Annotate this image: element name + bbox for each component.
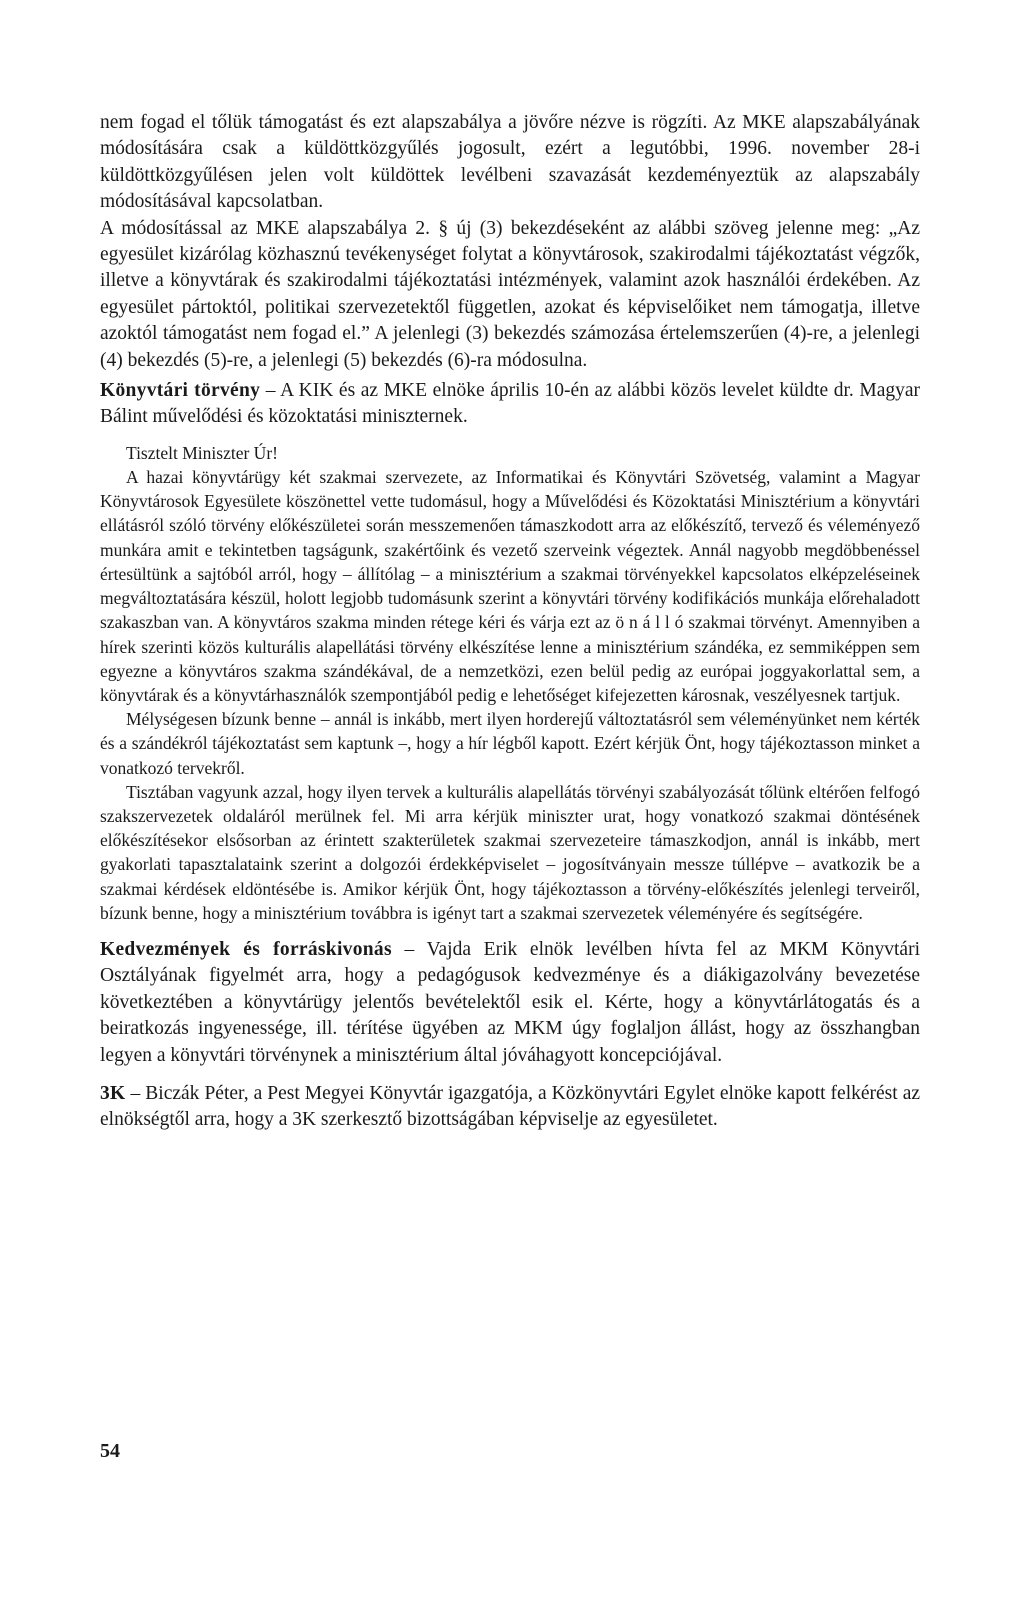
section-heading-library-law: Könyvtári törvény [100, 380, 261, 402]
page-number: 54 [100, 1440, 120, 1462]
letter-paragraph-2: Mélységesen bízunk benne – annál is inkább, mert ilyen horderejű változtatásról sem véleményünket nem kérték és a szándékról tájékoztatást sem kaptunk –, hogy a hír légből kapott. Ezért kérjük Önt, hogy tájékoztasson minket a vonatkozó tervekről. [100, 709, 920, 778]
paragraph-discounts [100, 937, 920, 1069]
paragraph-intro: nem fogad el tőlük támogatást és ezt alapszabálya a jövőre nézve is rögzíti. Az MKE alapszabályának módosítására csak a küldöttközgyűlés jogosult, ezért a legutóbbi, 1996. november 28-i küldöttközgyűlésen jelen volt küldöttek levélbeni szavazását kezdeményeztük az alapszabály módosításával kapcsolatban. [100, 112, 920, 213]
paragraph-discounts-body: – Vajda Erik elnök levélben hívta fel az MKM Könyvtári Osztályának figyelmét arra, hogy a pedagógusok kedvezménye és a diákigazolvány bevezetése következtében a könyvtárügy jelentős bevételektől esik el. Kérte, hogy a könyvtárlátogatás és a beiratkozás ingyenessége, ill. térítése ügyében az MKM úgy foglaljon állást, hogy az összhangban legyen a könyvtári törvénynek a minisztérium által jóváhagyott koncepciójával. [100, 938, 921, 1066]
paragraph-library-law-body: – A KIK és az MKE elnöke április 10-én az alábbi közös levelet küldte dr. Magyar Bálint művelődési és közoktatási miniszternek. [100, 380, 921, 428]
document-page [100, 110, 920, 1134]
section-heading-discounts: Kedvezmények és forráskivonás [100, 938, 392, 960]
paragraph-amendment: A módosítással az MKE alapszabálya 2. § új (3) bekezdéseként az alábbi szöveg jelenne meg: „Az egyesület kizárólag közhasznú tevékenységet folytat a könyvtárosok, szakirodalmi tájékoztatást végzők, illetve a könyvtárak és szakirodalmi tájékoztatási intézmények, valamint azok használói érdekében. Az egyesület pártoktól, politikai szervezetektől független, azokat és képviselőiket nem támogatja, illetve azoktól támogatást nem fogad el.” A jelenlegi (3) bekezdés számozása értelemszerűen (4)-re, a jelenlegi (4) bekezdés (5)-re, a jelenlegi (5) bekezdés (6)-ra módosulna. [100, 217, 920, 371]
paragraph-3k [100, 1081, 920, 1134]
letter-paragraph-1: A hazai könyvtárügy két szakmai szervezete, az Informatikai és Könyvtári Szövetség, valamint a Magyar Könyvtárosok Egyesülete köszönettel vette tudomásul, hogy a Művelődési és Közoktatási Minisztérium a könyvtári ellátásról szóló törvény előkészületei során messzemenően támaszkodott arra az előkészítő, tervező és véleményező munkára amit e tekintetben tagságunk, szakértőink és vezető szerveink végeztek. Annál nagyobb megdöbbenéssel értesültünk a sajtóból arról, hogy – állítólag – a minisztérium a szakmai törvényekkel kapcsolatos elképzeléseinek megváltoztatására készül, holott legjobb tudomásunk szerint a könyvtári törvény kodifikációs munkája előrehaladott szakaszban van. A könyvtáros szakma minden rétege kéri és várja ezt az ö n á l l ó szakmai törvényt. Amennyiben a hírek szerinti közös kulturális alapellátási törvény elkészítése lenne a minisztérium szándéka, ez semmiképpen sem egyezne a könyvtáros szakma szándékával, de a nemzetközi, ezen belül pedig az európai joggyakorlattal sem, a könyvtárak és a könyvtárhasználók szempontjából pedig e lehetőséget kifejezetten károsnak, veszélyesnek tartjuk. [100, 467, 920, 705]
letter-salutation: Tisztelt Miniszter Úr! [126, 442, 278, 463]
letter-paragraph-3: Tisztában vagyunk azzal, hogy ilyen tervek a kulturális alapellátás törvényi szabályozását tőlünk eltérően felfogó szakszervezetek oldaláról merülnek fel. Mi arra kérjük miniszter urat, hogy vonatkozó szakmai döntésének előkészítésekor elsősorban az érintett szakterületek szakmai szervezeteire támaszkodjon, annál is inkább, mert gyakorlati tapasztalataink szerint a dolgozói érdekképviselet – jogosítványain messze túllépve – avatkozik be a szakmai kérdések eldöntésébe is. Amikor kérjük Önt, hogy tájékoztasson a törvény-előkészítés jelenlegi terveiről, bízunk benne, hogy a minisztérium továbbra is igényt tart a szakmai szervezetek véleményére és segítségére. [100, 781, 920, 923]
paragraph-3k-body: – Biczák Péter, a Pest Megyei Könyvtár igazgatója, a Közkönyvtári Egylet elnöke kapott felkérést az elnökségtől arra, hogy a 3K szerkesztő bizottságában képviselje az egyesületet. [100, 1082, 920, 1131]
paragraph-library-law [100, 378, 920, 431]
section-heading-3k: 3K [100, 1082, 126, 1104]
